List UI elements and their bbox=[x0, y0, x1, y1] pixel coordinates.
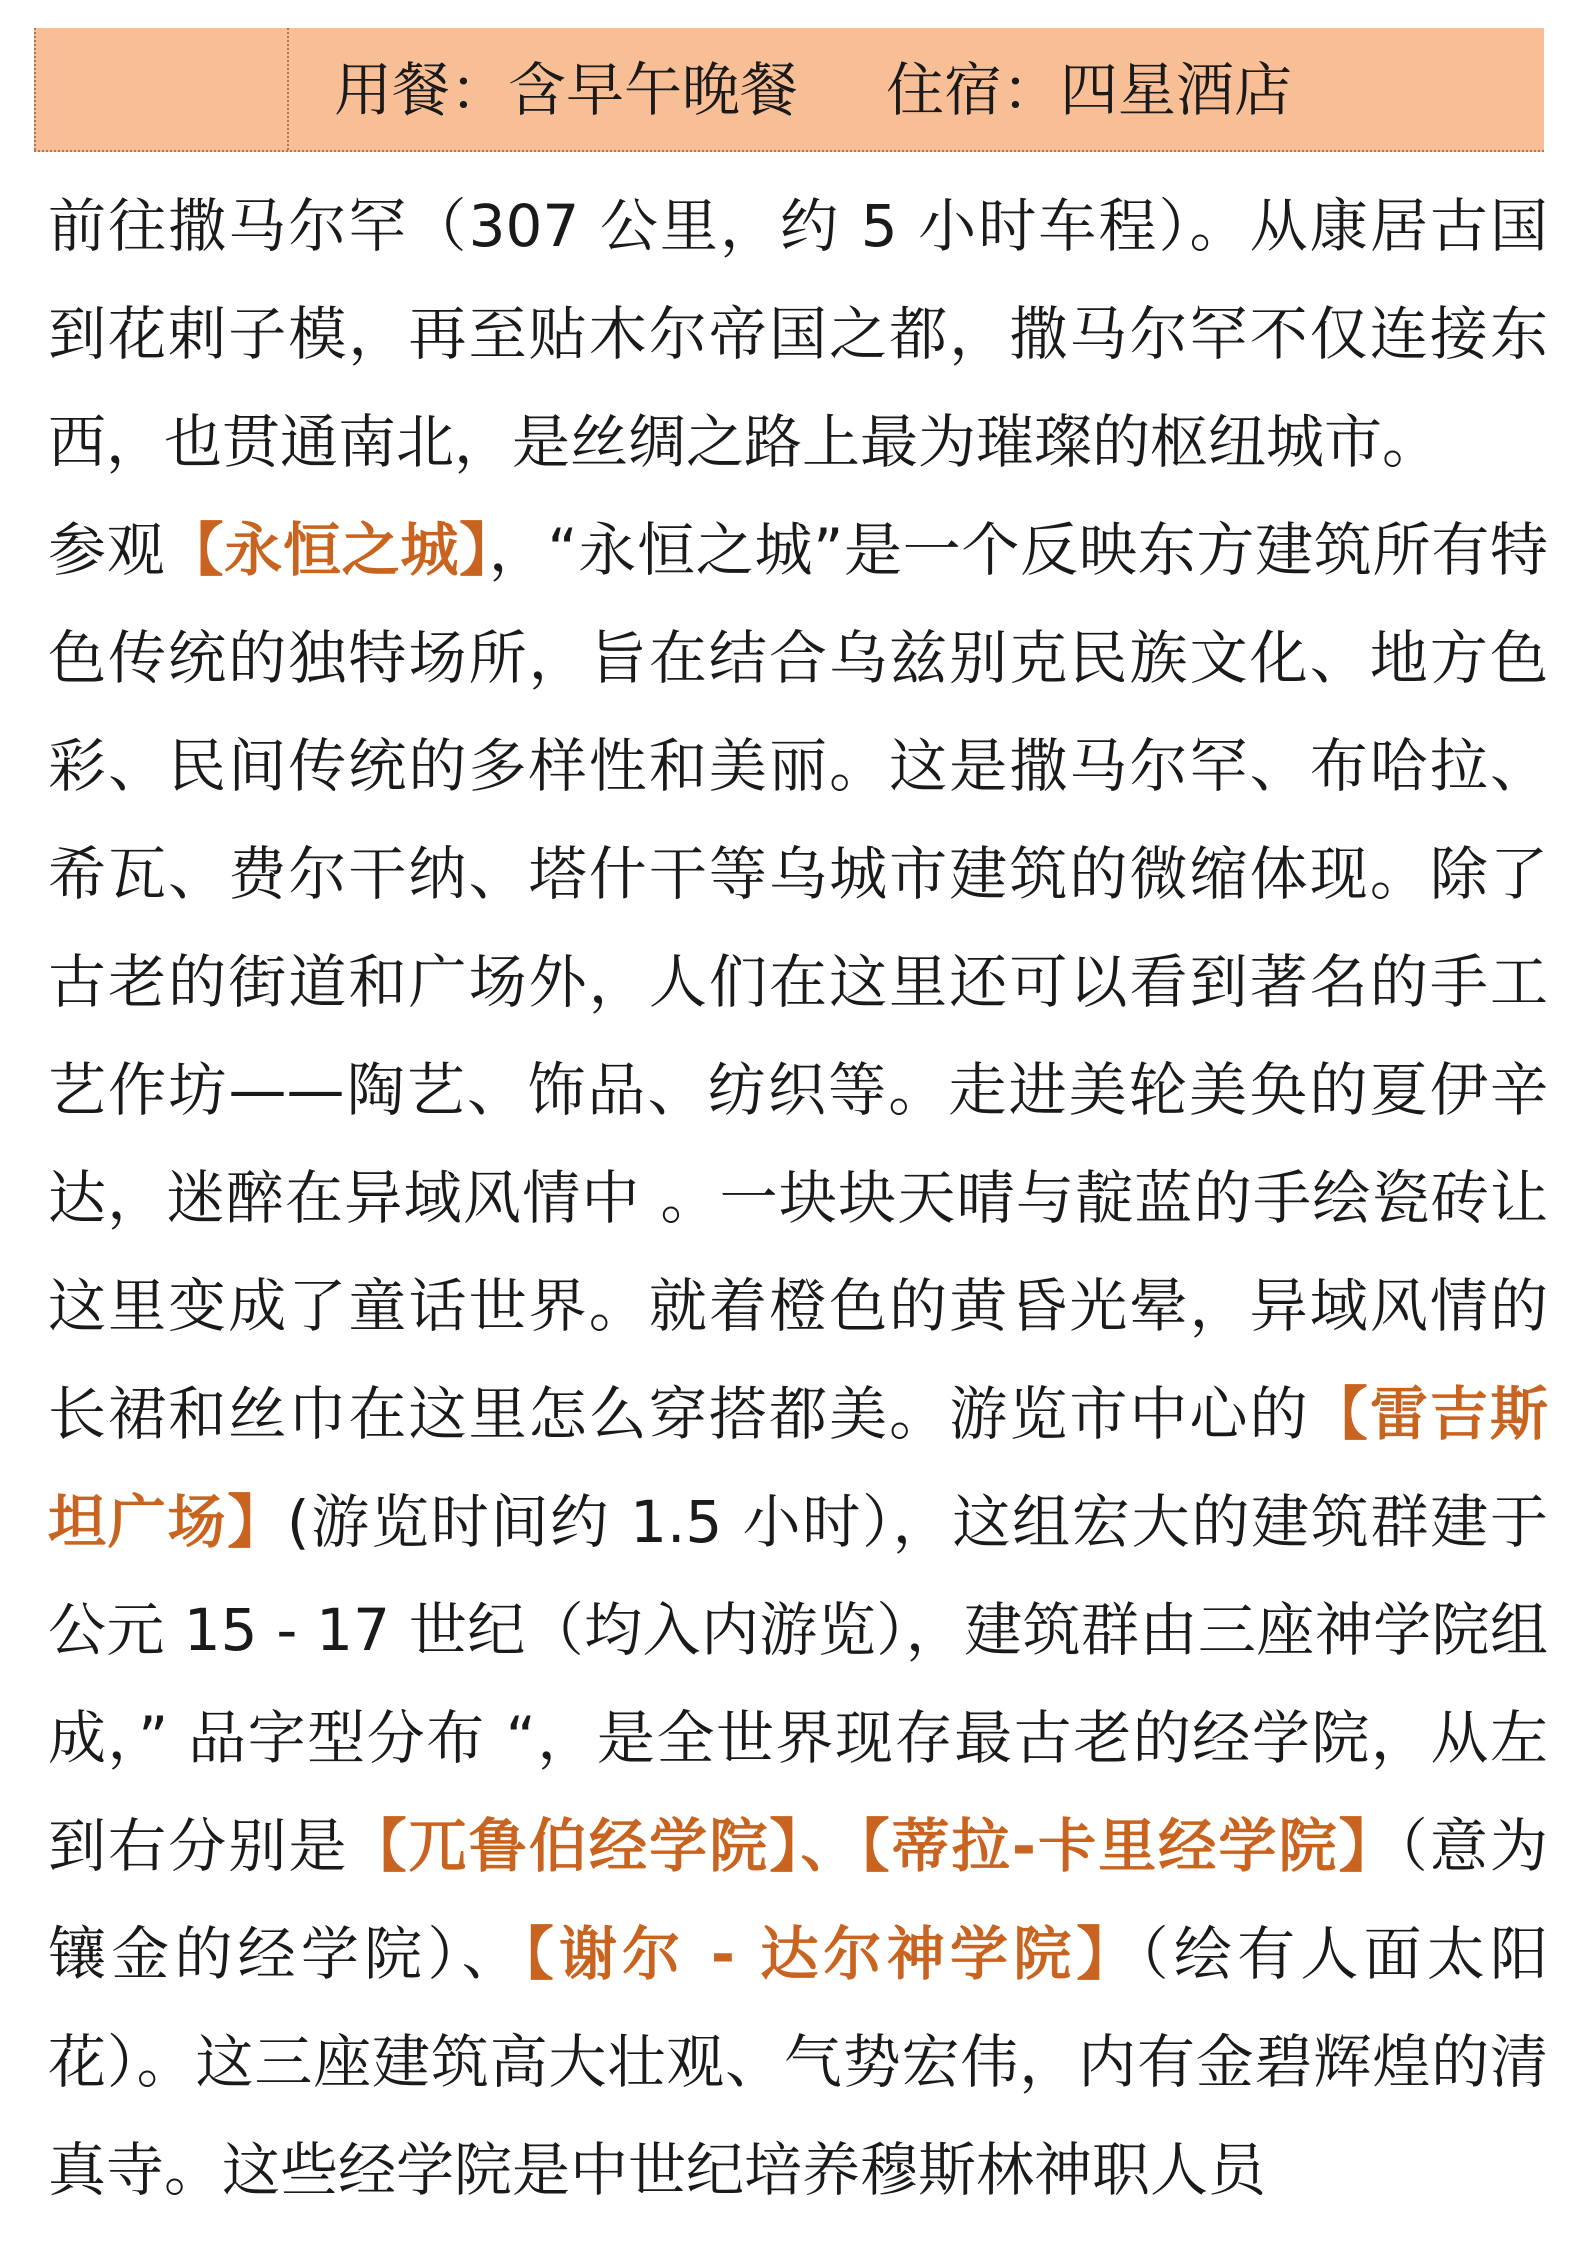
text-segment: （意为镶金的经学院）、 bbox=[48, 1812, 1548, 1988]
paragraph-samarkand-intro: 前往撒马尔罕（307 公里，约 5 小时车程）。从康居古国到花剌子模，再至贴木尔帝国之都，撒马尔罕不仅连接东西，也贯通南北，是丝绸之路上最为璀璨的枢纽城市。 bbox=[48, 192, 1548, 476]
header-text bbox=[334, 28, 1292, 152]
meals-info: 用餐：含早午晚餐 bbox=[334, 56, 799, 124]
highlight-registan-square: 【雷吉斯坦广场】 bbox=[48, 1380, 1548, 1556]
lodging-info: 住宿：四星酒店 bbox=[886, 56, 1293, 124]
text-segment: （绘有人面太阳花）。这三座建筑高大壮观、气势宏伟，内有金碧辉煌的清真寺。这些经学院是中世纪培养穆斯林神职人员 bbox=[48, 1920, 1548, 2204]
highlight-ulugbek-tilya-kori: 【兀鲁伯经学院】、【蒂拉-卡里经学院】 bbox=[348, 1812, 1399, 1880]
header-band bbox=[34, 28, 1544, 152]
header-left-cell bbox=[34, 28, 289, 150]
itinerary-body bbox=[48, 172, 1548, 2224]
text-segment: (游览时间约 1.5 小时），这组宏大的建筑群建于公元 15 - 17 世纪（均入内游览），建筑群由三座神学院组成，” 品字型分布 “，是全世界现存最古老的经学院，从左到右分别是 bbox=[48, 1488, 1548, 1880]
text-segment: 参观 bbox=[48, 516, 166, 584]
paragraph-eternal-city bbox=[48, 496, 1548, 2224]
highlight-eternal-city: 【永恒之城】 bbox=[165, 516, 489, 584]
highlight-sher-dor: 【谢尔 - 达尔神学院】 bbox=[524, 1920, 1140, 1988]
text-segment: ，“永恒之城”是一个反映东方建筑所有特色传统的独特场所，旨在结合乌兹别克民族文化、地方色彩、民间传统的多样性和美丽。这是撒马尔罕、布哈拉、希瓦、费尔干纳、塔什干等乌城市建筑的微缩体现。除了古老的街道和广场外，人们在这里还可以看到著名的手工艺作坊——陶艺、饰品、纺织等。走进美轮美奂的夏伊辛达，迷醉在异域风情中 。一块块天晴与靛蓝的手绘瓷砖让这里变成了童话世界。就着橙色的黄昏光晕，异域风情的长裙和丝巾在这里怎么穿搭都美。游览市中心的 bbox=[48, 516, 1548, 1448]
